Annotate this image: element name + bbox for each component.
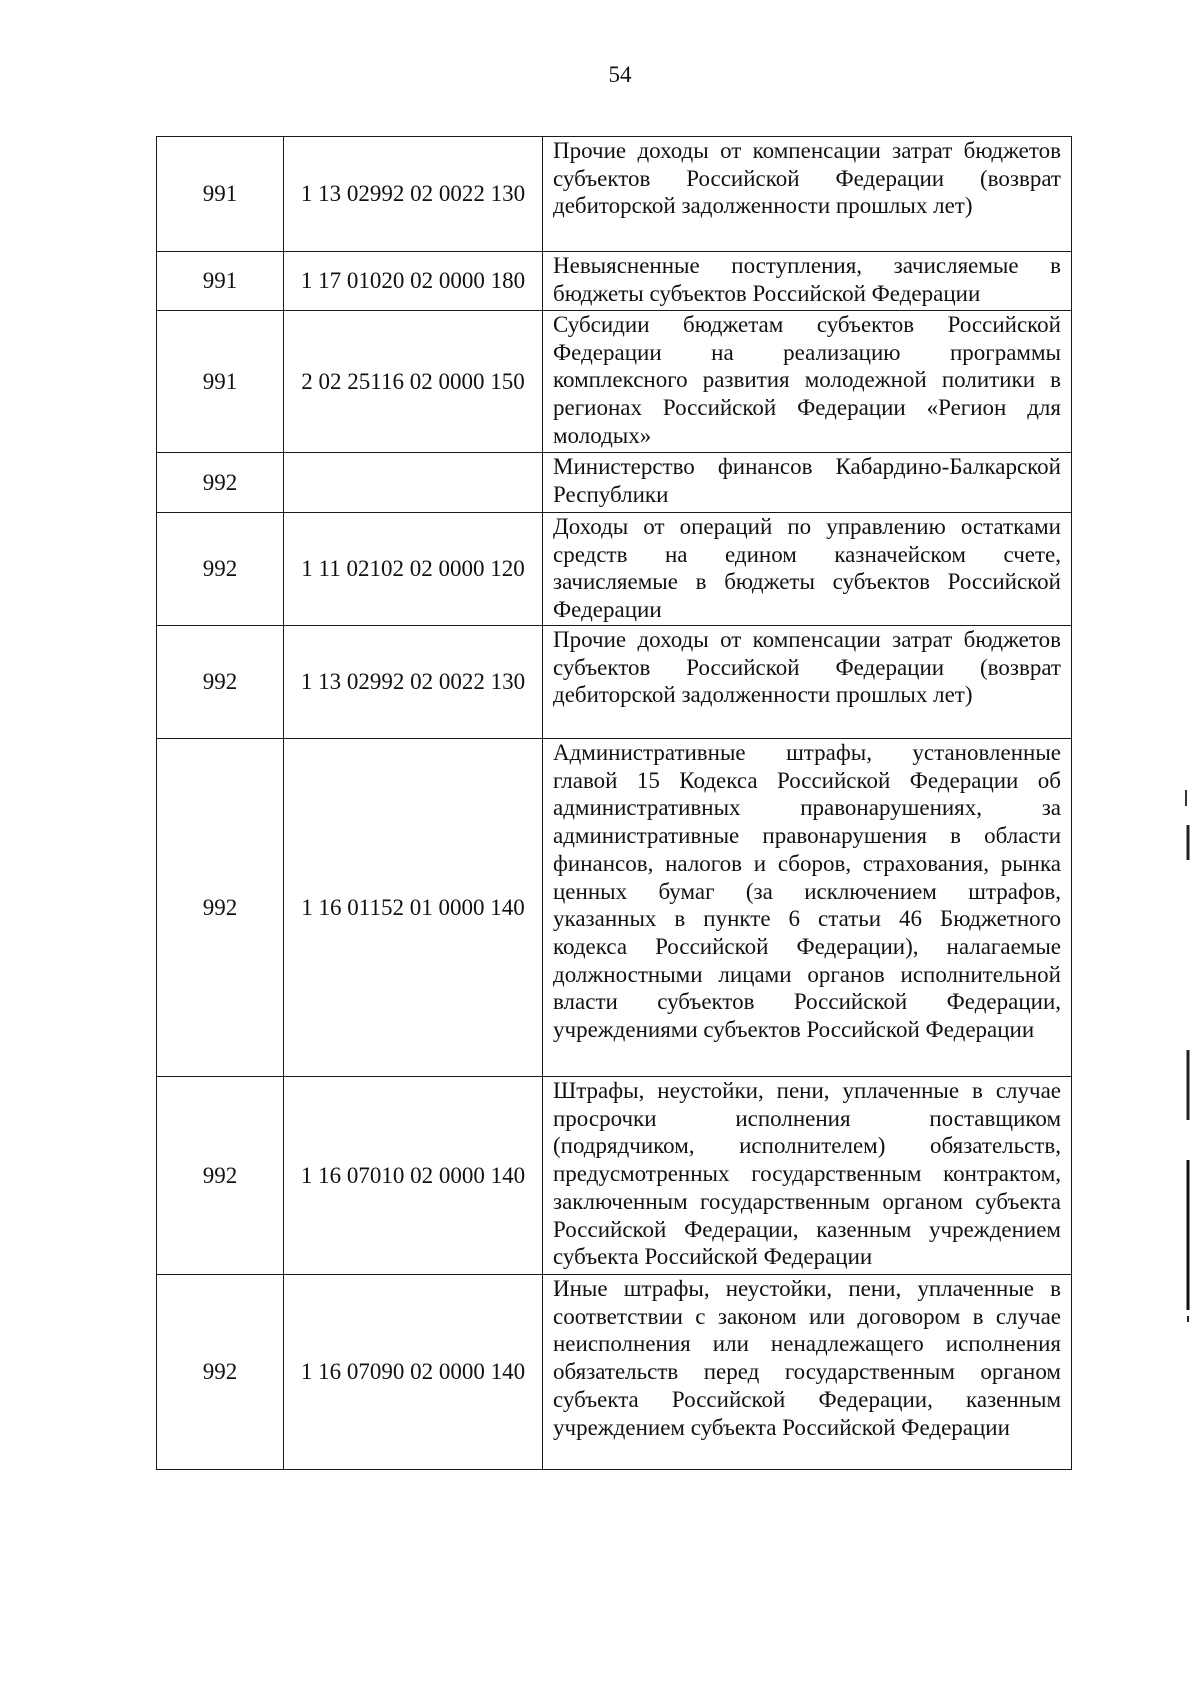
description-cell: Прочие доходы от компенсации затрат бюджетов субъектов Российской Федерации (возврат дебиторской задолженности прошлых лет) xyxy=(543,137,1072,252)
table-row xyxy=(157,1077,1072,1275)
revenue-code-cell: 1 16 07090 02 0000 140 xyxy=(284,1275,543,1470)
admin-code-cell: 991 xyxy=(157,137,284,252)
table-row xyxy=(157,1275,1072,1470)
description-cell: Невыясненные поступления, зачисляемые в бюджеты субъектов Российской Федерации xyxy=(543,252,1072,311)
admin-code-cell: 992 xyxy=(157,626,284,739)
admin-code-cell: 992 xyxy=(157,1275,284,1470)
description-cell: Доходы от операций по управлению остатками средств на едином казначейском счете, зачисляемые в бюджеты субъектов Российской Федерации xyxy=(543,513,1072,626)
table-row xyxy=(157,513,1072,626)
page-number: 54 xyxy=(608,62,632,87)
admin-code-cell: 992 xyxy=(157,739,284,1077)
revenue-code-cell: 1 13 02992 02 0022 130 xyxy=(284,137,543,252)
revenue-code-cell: 2 02 25116 02 0000 150 xyxy=(284,311,543,453)
scan-edge-marks xyxy=(1180,0,1200,1697)
description-cell: Прочие доходы от компенсации затрат бюджетов субъектов Российской Федерации (возврат дебиторской задолженности прошлых лет) xyxy=(543,626,1072,739)
revenue-classification-table xyxy=(156,136,1072,1470)
table-row xyxy=(157,252,1072,311)
revenue-code-cell: 1 13 02992 02 0022 130 xyxy=(284,626,543,739)
description-cell: Субсидии бюджетам субъектов Российской Федерации на реализацию программы комплексного развития молодежной политики в регионах Российской Федерации «Регион для молодых» xyxy=(543,311,1072,453)
admin-code-cell: 992 xyxy=(157,453,284,513)
description-cell: Министерство финансов Кабардино-Балкарской Республики xyxy=(543,453,1072,513)
revenue-code-cell xyxy=(284,453,543,513)
table-row xyxy=(157,137,1072,252)
admin-code-cell: 992 xyxy=(157,513,284,626)
table-row xyxy=(157,311,1072,453)
revenue-code-cell: 1 11 02102 02 0000 120 xyxy=(284,513,543,626)
admin-code-cell: 991 xyxy=(157,252,284,311)
description-cell: Иные штрафы, неустойки, пени, уплаченные в соответствии с законом или договором в случае неисполнения или ненадлежащего исполнения обязательств перед государственным органом субъекта Российской Федерации, казенным учреждением субъекта Российской Федерации xyxy=(543,1275,1072,1470)
description-cell: Административные штрафы, установленные главой 15 Кодекса Российской Федерации об административных правонарушениях, за административные правонарушения в области финансов, налогов и сборов, страхования, рынка ценных бумаг (за исключением штрафов, указанных в пункте 6 статьи 46 Бюджетного кодекса Российской Федерации), налагаемые должностными лицами органов исполнительной власти субъектов Российской Федерации, учреждениями субъектов Российской Федерации xyxy=(543,739,1072,1077)
description-cell: Штрафы, неустойки, пени, уплаченные в случае просрочки исполнения поставщиком (подрядчиком, исполнителем) обязательств, предусмотренных государственным контрактом, заключенным государственным органом субъекта Российской Федерации, казенным учреждением субъекта Российской Федерации xyxy=(543,1077,1072,1275)
admin-code-cell: 992 xyxy=(157,1077,284,1275)
table-body xyxy=(157,137,1072,1470)
table-row xyxy=(157,453,1072,513)
table-row xyxy=(157,626,1072,739)
revenue-code-cell: 1 17 01020 02 0000 180 xyxy=(284,252,543,311)
table-row xyxy=(157,739,1072,1077)
admin-code-cell: 991 xyxy=(157,311,284,453)
revenue-code-cell: 1 16 01152 01 0000 140 xyxy=(284,739,543,1077)
revenue-code-cell: 1 16 07010 02 0000 140 xyxy=(284,1077,543,1275)
